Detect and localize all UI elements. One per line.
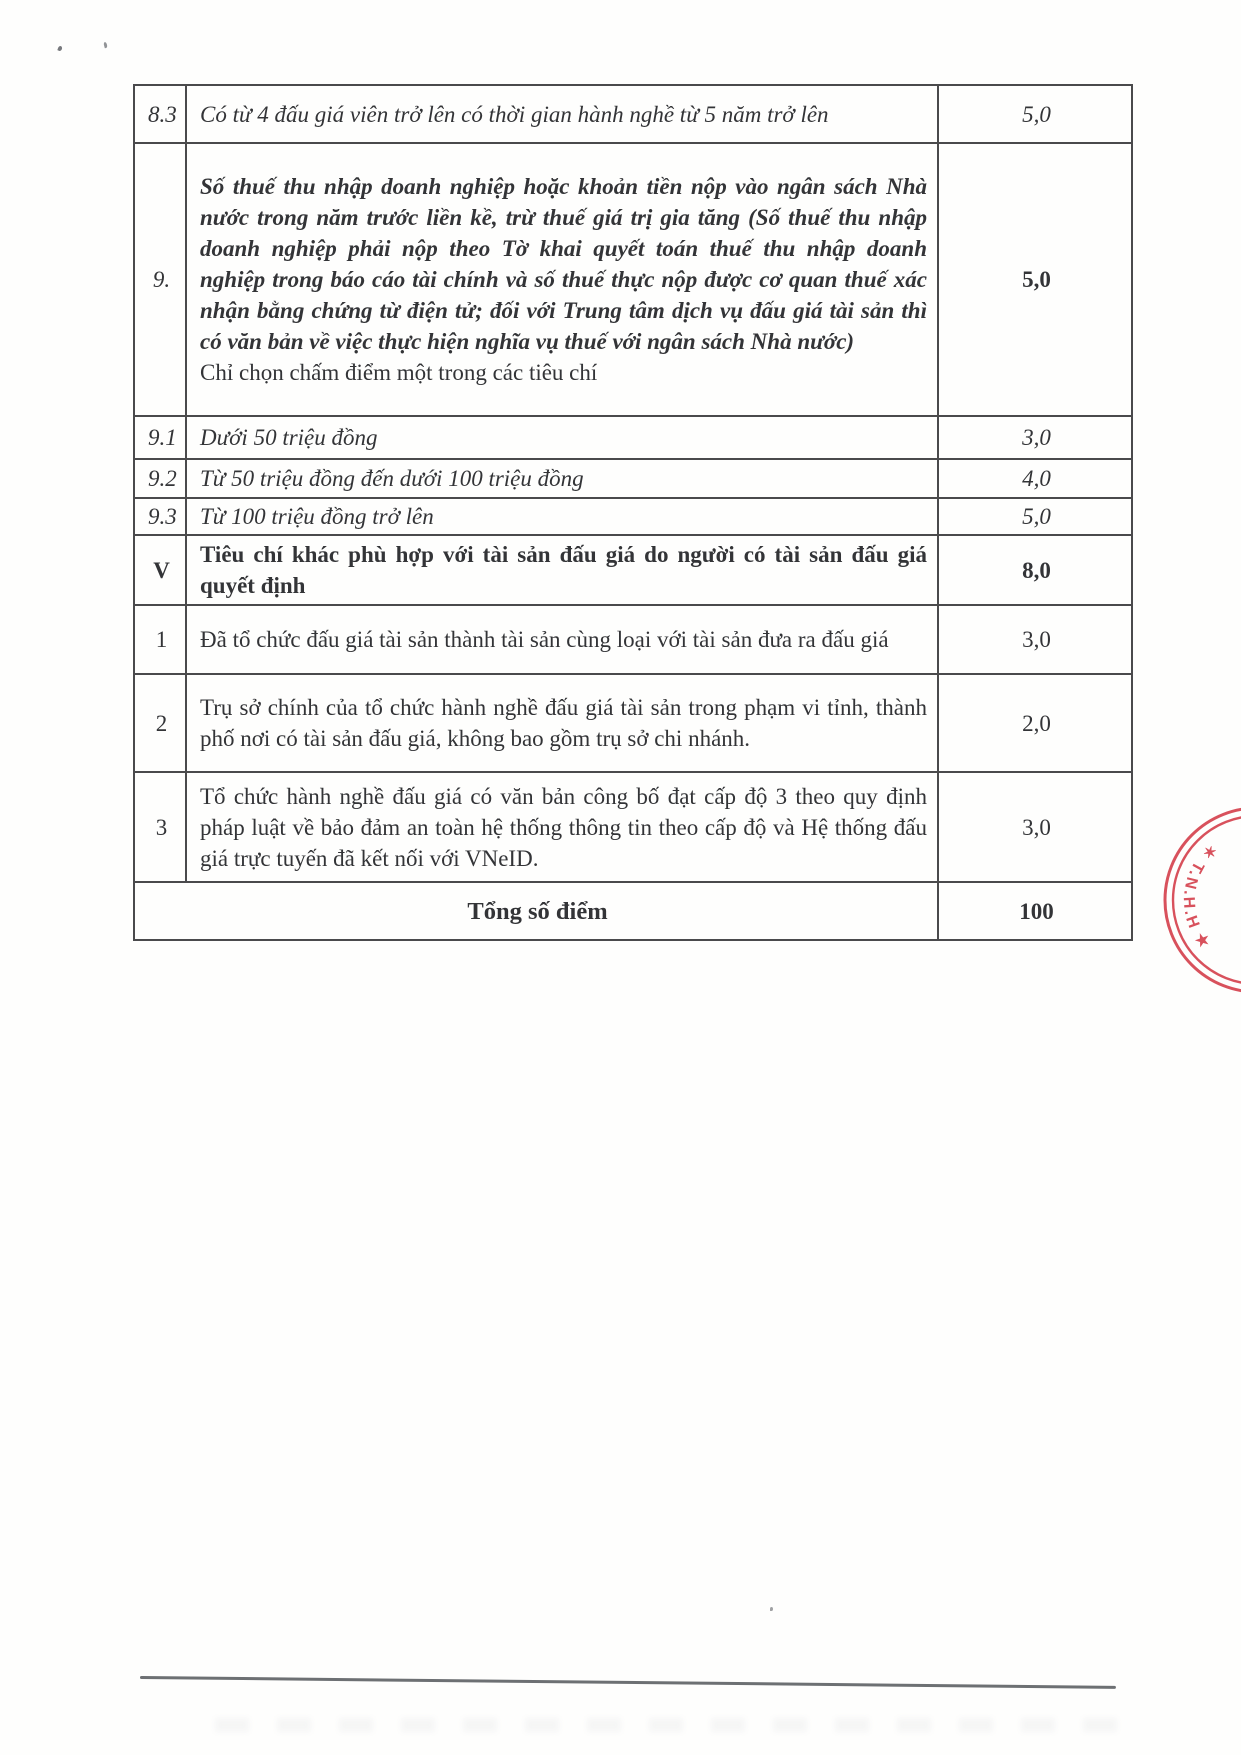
criteria-text-cell [186, 143, 938, 416]
table-row-8-3 [134, 85, 1132, 143]
scan-speck [103, 42, 107, 49]
row-number-cell: 9.3 [134, 498, 186, 535]
score-cell: 8,0 [938, 535, 1132, 605]
table-row-1 [134, 605, 1132, 674]
score-cell: 5,0 [938, 85, 1132, 143]
table-row-3 [134, 772, 1132, 882]
criteria-text-cell: Từ 50 triệu đồng đến dưới 100 triệu đồng [186, 459, 938, 498]
score-cell: 2,0 [938, 674, 1132, 772]
criteria-table [133, 84, 1133, 941]
row-number-cell: 9.1 [134, 416, 186, 459]
total-score-cell: 100 [938, 882, 1132, 940]
row-number-cell: 2 [134, 674, 186, 772]
criteria-text-cell: Có từ 4 đấu giá viên trở lên có thời gian hành nghề từ 5 năm trở lên [186, 85, 938, 143]
criteria-text-cell: Từ 100 triệu đồng trở lên [186, 498, 938, 535]
row-number-cell: 9. [134, 143, 186, 416]
table-row-9 [134, 143, 1132, 416]
score-cell: 4,0 [938, 459, 1132, 498]
criteria-text-cell: Tổ chức hành nghề đấu giá có văn bản công bố đạt cấp độ 3 theo quy định pháp luật về bảo đảm an toàn hệ thống thông tin theo cấp độ và Hệ thống đấu giá trực tuyến đã kết nối với VNeID. [186, 772, 938, 882]
table-row-9-2 [134, 459, 1132, 498]
score-cell: 3,0 [938, 416, 1132, 459]
row-number-cell: 3 [134, 772, 186, 882]
stamp-text: ✶ T.N.H.H ★ [1179, 840, 1220, 954]
criteria-text-cell: Dưới 50 triệu đồng [186, 416, 938, 459]
row-number-cell: 1 [134, 605, 186, 674]
score-cell: 5,0 [938, 498, 1132, 535]
scan-speck [57, 45, 62, 51]
table-row-2 [134, 674, 1132, 772]
score-cell: 3,0 [938, 772, 1132, 882]
row-number-cell: 9.2 [134, 459, 186, 498]
table-row-9-3 [134, 498, 1132, 535]
total-label-cell: Tổng số điểm [134, 882, 938, 940]
red-stamp-seal-icon [1131, 798, 1241, 1002]
row-number-cell: V [134, 535, 186, 605]
criteria-main-text: Số thuế thu nhập doanh nghiệp hoặc khoản tiền nộp vào ngân sách Nhà nước trong năm trước liền kề, trừ thuế giá trị gia tăng (Số thuế thu nhập doanh nghiệp phải nộp theo Tờ khai quyết toán thuế thu nhập doanh nghiệp trong báo cáo tài chính và số thuế thực nộp được cơ quan thuế xác nhận bằng chứng từ điện tử; đối với Trung tâm dịch vụ đấu giá tài sản thì có văn bản về việc thực hiện nghĩa vụ thuế với ngân sách Nhà nước) [200, 174, 927, 354]
criteria-text-cell: Trụ sở chính của tổ chức hành nghề đấu giá tài sản trong phạm vi tỉnh, thành phố nơi có tài sản đấu giá, không bao gồm trụ sở chi nhánh. [186, 674, 938, 772]
bottom-rule-line [140, 1676, 1116, 1689]
table-row-total [134, 882, 1132, 940]
table-row-9-1 [134, 416, 1132, 459]
criteria-note-text: Chỉ chọn chấm điểm một trong các tiêu chí [200, 360, 598, 385]
criteria-text-cell: Đã tổ chức đấu giá tài sản thành tài sản cùng loại với tài sản đưa ra đấu giá [186, 605, 938, 674]
scan-speck [770, 1607, 773, 1611]
score-cell: 3,0 [938, 605, 1132, 674]
criteria-text-cell: Tiêu chí khác phù hợp với tài sản đấu giá do người có tài sản đấu giá quyết định [186, 535, 938, 605]
row-number-cell: 8.3 [134, 85, 186, 143]
table-row-V [134, 535, 1132, 605]
bleed-through-smudge [215, 1718, 1135, 1732]
score-cell: 5,0 [938, 143, 1132, 416]
